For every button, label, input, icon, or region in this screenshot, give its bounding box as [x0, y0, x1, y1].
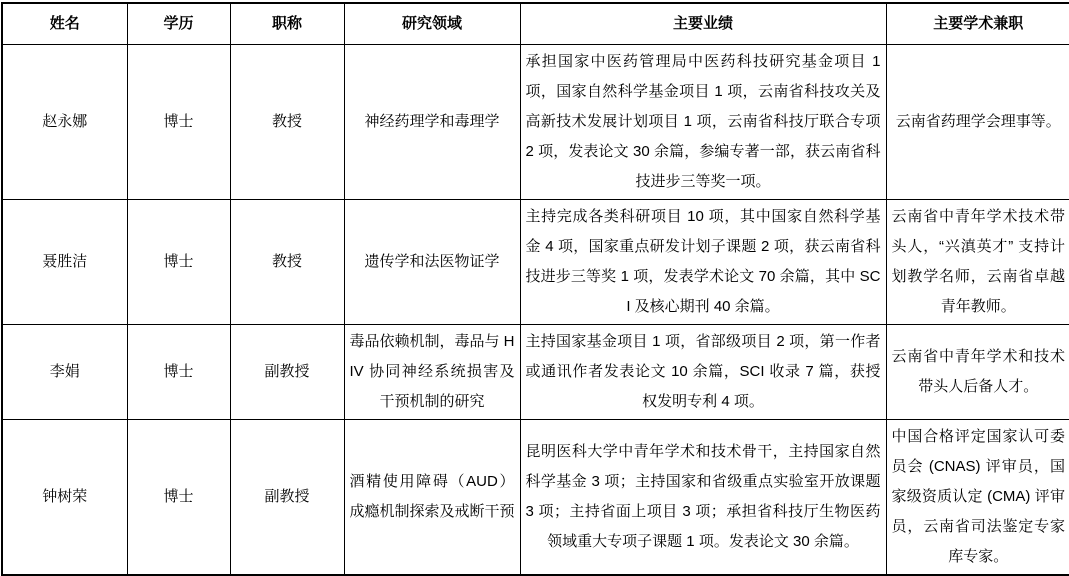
- cell-title: 教授: [230, 199, 344, 324]
- cell-degree: 博士: [127, 324, 230, 419]
- cell-title: 教授: [230, 44, 344, 199]
- cell-name: 钟树荣: [2, 419, 127, 575]
- cell-achievements: 主持国家基金项目 1 项，省部级项目 2 项，第一作者或通讯作者发表论文 10 余篇，SCI 收录 7 篇，获授权发明专利 4 项。: [520, 324, 886, 419]
- table-row: [2, 324, 1069, 419]
- cell-degree: 博士: [127, 44, 230, 199]
- col-header-achievements: 主要业绩: [520, 3, 886, 44]
- cell-name: 聂胜洁: [2, 199, 127, 324]
- cell-positions: 云南省中青年学术和技术带头人后备人才。: [886, 324, 1069, 419]
- cell-name: 李娟: [2, 324, 127, 419]
- cell-positions: 中国合格评定国家认可委员会 (CNAS) 评审员，国家级资质认定 (CMA) 评审员，云南省司法鉴定专家库专家。: [886, 419, 1069, 575]
- cell-title: 副教授: [230, 419, 344, 575]
- col-header-title: 职称: [230, 3, 344, 44]
- col-header-positions: 主要学术兼职: [886, 3, 1069, 44]
- cell-degree: 博士: [127, 199, 230, 324]
- cell-name: 赵永娜: [2, 44, 127, 199]
- col-header-field: 研究领域: [344, 3, 520, 44]
- table-row: [2, 44, 1069, 199]
- faculty-roster-table: [1, 2, 1069, 576]
- cell-achievements: 承担国家中医药管理局中医药科技研究基金项目 1 项，国家自然科学基金项目 1 项，云南省科技攻关及高新技术发展计划项目 1 项，云南省科技厅联合专项 2 项，发表论文 30 余篇，参编专著一部，获云南省科技进步三等奖一项。: [520, 44, 886, 199]
- cell-positions: 云南省药理学会理事等。: [886, 44, 1069, 199]
- cell-field: 神经药理学和毒理学: [344, 44, 520, 199]
- table-row: [2, 419, 1069, 575]
- cell-title: 副教授: [230, 324, 344, 419]
- cell-degree: 博士: [127, 419, 230, 575]
- cell-positions: 云南省中青年学术技术带头人，“兴滇英才” 支持计划教学名师，云南省卓越青年教师。: [886, 199, 1069, 324]
- cell-field: 毒品依赖机制，毒品与 HIV 协同神经系统损害及干预机制的研究: [344, 324, 520, 419]
- col-header-name: 姓名: [2, 3, 127, 44]
- col-header-degree: 学历: [127, 3, 230, 44]
- cell-achievements: 昆明医科大学中青年学术和技术骨干，主持国家自然科学基金 3 项；主持国家和省级重点实验室开放课题 3 项；主持省面上项目 3 项；承担省科技厅生物医药领域重大专项子课题 1 项。发表论文 30 余篇。: [520, 419, 886, 575]
- table-row: [2, 199, 1069, 324]
- cell-field: 遗传学和法医物证学: [344, 199, 520, 324]
- cell-achievements: 主持完成各类科研项目 10 项，其中国家自然科学基金 4 项，国家重点研发计划子课题 2 项，获云南省科技进步三等奖 1 项，发表学术论文 70 余篇，其中 SCI 及核心期刊 40 余篇。: [520, 199, 886, 324]
- cell-field: 酒精使用障碍（AUD）成瘾机制探索及戒断干预: [344, 419, 520, 575]
- header-row: [2, 3, 1069, 44]
